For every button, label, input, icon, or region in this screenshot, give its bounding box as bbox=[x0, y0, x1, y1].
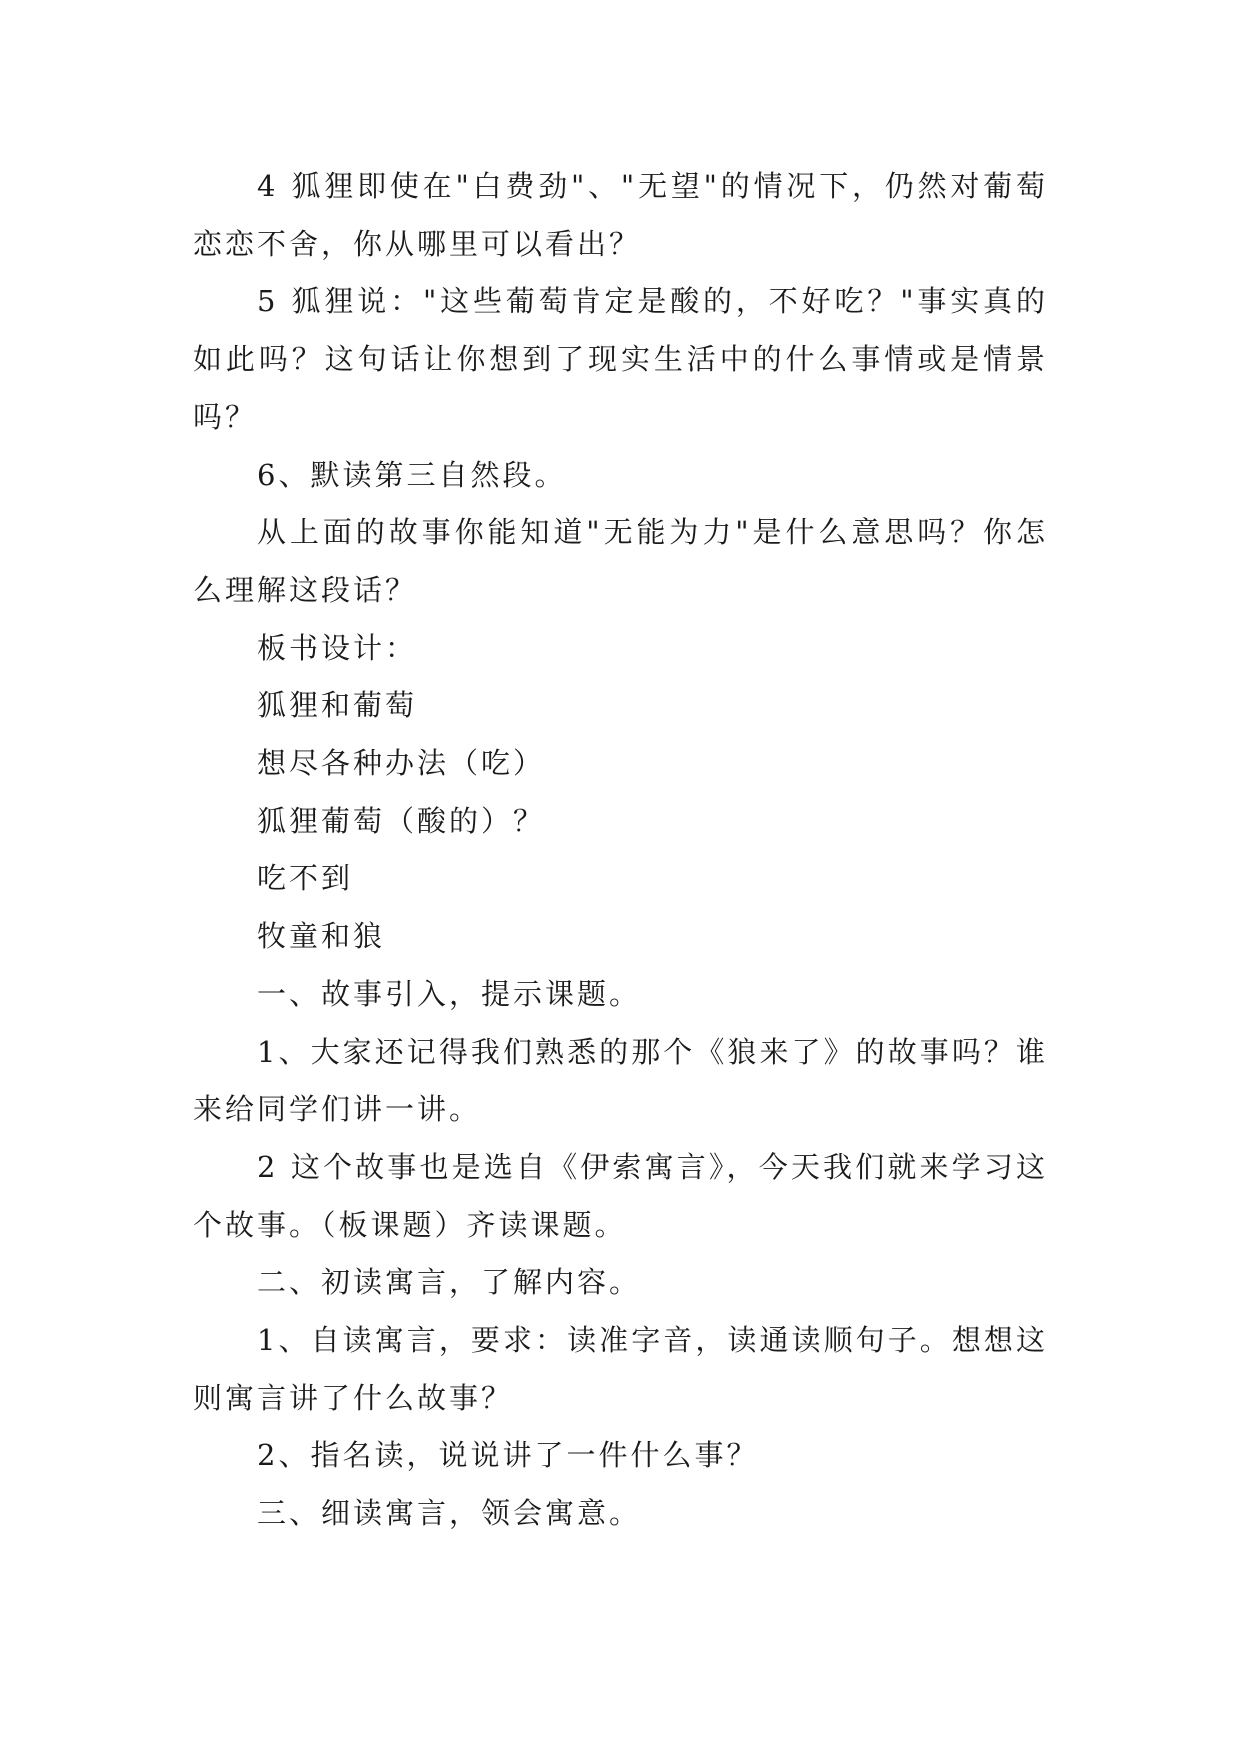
document-body bbox=[193, 158, 1048, 1543]
board-line-title: 狐狸和葡萄 bbox=[257, 688, 418, 723]
paragraph-step-1-2: 2 这个故事也是选自《伊索寓言》，今天我们就来学习这个故事。（板课题）齐读课题。 bbox=[193, 1149, 1048, 1242]
board-line-sour: 狐狸葡萄（酸的）？ bbox=[257, 803, 546, 838]
board-line-cannot-eat: 吃不到 bbox=[257, 861, 354, 896]
section-heading-3: 三、细读寓言，领会寓意。 bbox=[257, 1496, 642, 1531]
paragraph-step-1-1: 1、大家还记得我们熟悉的那个《狼来了》的故事吗？谁来给同学们讲一讲。 bbox=[193, 1034, 1048, 1127]
paragraph-fox-grapes-question-4: 4 狐狸即使在"白费劲"、"无望"的情况下，仍然对葡萄恋恋不舍，你从哪里可以看出？ bbox=[193, 169, 1048, 261]
paragraph-step-2-1: 1、自读寓言，要求：读准字音，读通读顺句子。想想这则寓言讲了什么故事？ bbox=[193, 1323, 1048, 1415]
paragraph-silent-reading-6: 6、默读第三自然段。 bbox=[257, 457, 567, 492]
paragraph-powerless-question: 从上面的故事你能知道"无能为力"是什么意思吗？你怎么理解这段话？ bbox=[193, 515, 1048, 607]
lesson-title: 牧童和狼 bbox=[257, 919, 386, 954]
board-design-heading: 板书设计： bbox=[257, 630, 418, 665]
paragraph-step-2-2: 2、指名读，说说讲了一件什么事？ bbox=[257, 1438, 759, 1473]
section-heading-1: 一、故事引入，提示课题。 bbox=[257, 976, 642, 1011]
board-line-methods: 想尽各种办法（吃） bbox=[257, 746, 546, 781]
section-heading-2: 二、初读寓言，了解内容。 bbox=[257, 1265, 642, 1300]
paragraph-fox-grapes-question-5: 5 狐狸说："这些葡萄肯定是酸的，不好吃？"事实真的如此吗？这句话让你想到了现实生活中的什么事情或是情景吗？ bbox=[193, 284, 1048, 434]
